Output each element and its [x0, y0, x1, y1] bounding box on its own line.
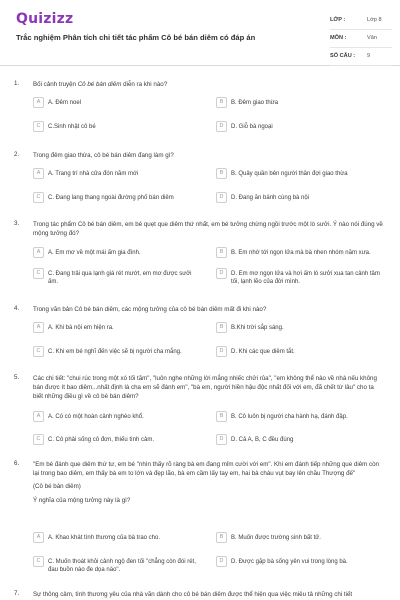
- option-text: A. Khao khát tình thương của bà trao cho.: [48, 535, 161, 541]
- option-text: C. Đang trải qua lạnh giá rét mướt, em mơ được sưởi ấm.: [48, 271, 192, 285]
- option-text: D. Khi các que diêm tắt.: [231, 349, 295, 355]
- question-number: 7.: [14, 590, 20, 597]
- option-text: D. Giỗ bà ngoại: [231, 124, 273, 130]
- option-letter: B: [216, 168, 227, 179]
- question-number: 4.: [14, 305, 20, 312]
- option-text: C. Muốn thoát khỏi cảnh ngộ đen tối "chẳng còn đói rét, đau buồn nào đe dọa nào".: [48, 559, 196, 573]
- meta-table: [330, 12, 392, 66]
- option-text: A. Em mơ về một mái ấm gia đình.: [48, 250, 141, 256]
- option-text: B. Quây quần bên người thân đợi giao thừa: [231, 171, 348, 177]
- option-letter: D: [216, 434, 227, 445]
- meta-row-count: [330, 48, 392, 66]
- option-letter: C: [33, 346, 44, 357]
- option-letter: B: [216, 532, 227, 543]
- meta-key: SỐ CÂU :: [330, 53, 356, 59]
- option-letter: A: [33, 411, 44, 422]
- option-letter: C: [33, 268, 44, 279]
- question-text-part: Bối cảnh truyện: [33, 81, 78, 88]
- question-passage: "Em bé đánh que diêm thứ tư, em bé "nhìn thấy rõ ràng bà em đang mỉm cười với em". Khi em đánh tiếp những que diêm còn lại trong bao diêm, em thấy bà em to lớn và đẹp lão, bà em cầm lấy tay em, hai bà cháu vụt bay lên chầu Thượng đế": [33, 461, 379, 477]
- quizizz-logo: Quizizz: [16, 11, 74, 27]
- option-text: B.Khi trời sắp sáng.: [231, 325, 284, 331]
- option-letter: C: [33, 556, 44, 567]
- question-source: (Cô bé bán diêm): [33, 483, 81, 490]
- meta-value: Lớp 8: [367, 17, 382, 23]
- option-letter: A: [33, 97, 44, 108]
- option-text: C. Đang lang thang ngoài đường phố bán diêm: [48, 195, 174, 201]
- option-letter: D: [216, 268, 227, 279]
- question-text-part: diễn ra khi nào?: [121, 81, 168, 88]
- question-number: 1.: [14, 80, 20, 87]
- question-text: [33, 80, 383, 89]
- meta-value: Văn: [367, 35, 377, 41]
- question-number: 3.: [14, 220, 20, 227]
- option-text: D. Em mơ ngọn lửa và hơi ấm lò sưởi xua tan cảnh tâm tối, lạnh lẽo của đời mình.: [231, 271, 380, 285]
- option-text: D. Cả A, B, C đều đúng: [231, 437, 294, 443]
- question-text: Các chi tiết: "chui rúc trong một xó tối tăm", "luôn nghe những lời mắng nhiếc chửi rủa", "em không thể nào về nhà nếu không bán được ít bao diêm...nhất định là cha em sẽ đánh em", "bà em, người hiền hậu độc nhất đối với em, đã chết từ lâu" cho ta biết những điều gì về cô bé bán diêm?: [33, 375, 377, 400]
- option-text: B. Đêm giao thừa: [231, 100, 279, 106]
- option-letter: A: [33, 168, 44, 179]
- question-number: 6.: [14, 460, 20, 467]
- option-text: B. Cô luôn bị người cha hành hạ, đánh đập.: [231, 414, 348, 420]
- question-number: 2.: [14, 151, 20, 158]
- option-text: C.Sinh nhật cô bé: [48, 124, 96, 130]
- option-letter: B: [216, 411, 227, 422]
- question-text: Sự thông cảm, tình thương yêu của nhà văn dành cho cô bé bán diêm được thể hiện qua việc miêu tả những chi tiết: [33, 591, 353, 598]
- question-prompt: Ý nghĩa của mộng tưởng này là gì?: [33, 497, 131, 504]
- option-letter: C: [33, 192, 44, 203]
- meta-row-subject: [330, 30, 392, 48]
- meta-row-grade: [330, 12, 392, 30]
- question-text: Trong đêm giao thừa, cô bé bán diêm đang làm gì?: [33, 152, 174, 159]
- page-title: Trắc nghiệm Phân tích chi tiết tác phẩm Cô bé bán diêm có đáp án: [16, 33, 256, 42]
- option-text: B. Muốn được trường sinh bất tử.: [231, 535, 321, 541]
- question-text: Trong văn bản Cô bé bán diêm, các mộng tưởng của cô bé bán diêm mất đi khi nào?: [33, 306, 267, 313]
- question-number: 5.: [14, 374, 20, 381]
- option-letter: A: [33, 322, 44, 333]
- question-text: Trong tác phẩm Cô bé bán diêm, em bé quẹt que diêm thứ nhất, em bé tưởng chừng ngồi trước một lò sưởi. Ý nào nói đúng về mộng tưởng đó?: [33, 221, 383, 237]
- option-letter: D: [216, 346, 227, 357]
- option-letter: A: [33, 247, 44, 258]
- option-letter: D: [216, 121, 227, 132]
- worksheet-header: [0, 0, 400, 66]
- option-text: A. Trang trí nhà cửa đón năm mới: [48, 171, 139, 177]
- question-text: [33, 460, 383, 505]
- meta-key: LỚP :: [330, 17, 346, 23]
- question-text-italic: Cô bé bán diêm: [77, 81, 122, 88]
- option-text: A. Đêm noel: [48, 100, 82, 106]
- option-letter: B: [216, 97, 227, 108]
- meta-value: 9: [367, 53, 371, 59]
- option-text: A. Có có một hoàn cảnh nghèo khổ.: [48, 414, 144, 420]
- option-letter: B: [216, 247, 227, 258]
- option-letter: D: [216, 556, 227, 567]
- option-text: C. Khi em bé nghĩ đến việc sẽ bị người cha mắng.: [48, 349, 182, 355]
- option-letter: A: [33, 532, 44, 543]
- option-text: D. Đang ăn bánh cùng bà nội: [231, 195, 310, 201]
- option-letter: C: [33, 121, 44, 132]
- option-text: C. Cô phải sống cô đơn, thiếu tình cảm.: [48, 437, 154, 443]
- meta-key: MÔN :: [330, 35, 347, 41]
- option-text: A. Khi bà nội em hiện ra.: [48, 325, 114, 331]
- option-text: D. Được gặp bà sống yên vui trong lòng bà.: [231, 559, 348, 565]
- option-letter: D: [216, 192, 227, 203]
- option-letter: B: [216, 322, 227, 333]
- option-text: B. Em nhớ tới ngọn lửa mà bà nhen nhóm năm xưa.: [231, 250, 371, 256]
- option-letter: C: [33, 434, 44, 445]
